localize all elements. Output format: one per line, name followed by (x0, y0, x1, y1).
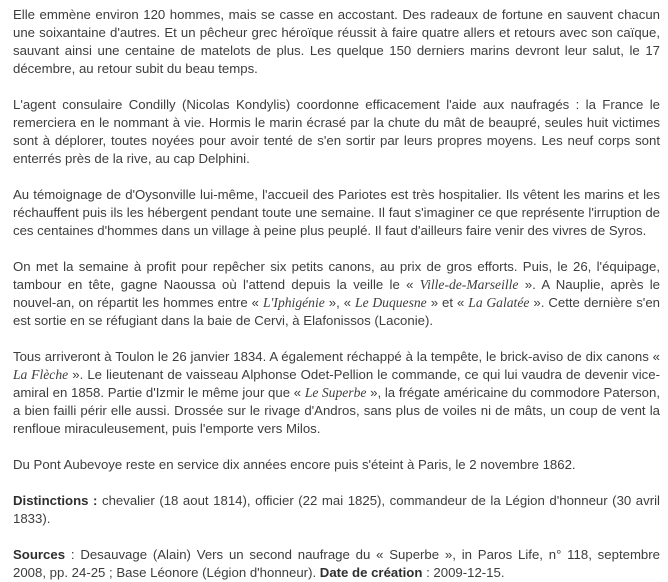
paragraph-text: Au témoignage de d'Oysonville lui-même, l'accueil des Pariotes est très hospitalier. Ils vêtent les marins et les réchauffent puis ils les hébergent pendant toute une semaine. Il faut s'imaginer ce que représente l'irruption de ces centaines d'hommes dans un village à peine plus peuplé. Il faut d'ailleurs faire venir des vivres de Syros. (13, 187, 660, 238)
paragraph-cannons-naoussa (13, 258, 660, 330)
ship-name: La Flèche (13, 367, 69, 382)
paragraph-text: Elle emmène environ 120 hommes, mais se casse en accostant. Des radeaux de fortune en sauvent chacun une soixantaine d'autres. Et un pêcheur grec héroïque réussit à faire quatre allers et retours avec son caïque, sauvant ainsi une centaine de matelots de plus. Les quelque 150 derniers marins devront leur salut, le 17 décembre, au retour subit du beau temps. (13, 7, 660, 76)
ship-name: La Galatée (468, 295, 530, 310)
paragraph-text: : 2009-12-15. (422, 565, 505, 580)
section-label: Sources (13, 547, 66, 562)
paragraph-text: Tous arriveront à Toulon le 26 janvier 1834. A également réchappé à la tempête, le brick-aviso de dix canons « (13, 349, 660, 364)
paragraph-consular-agent (13, 96, 660, 168)
ship-name: L'Iphigénie (262, 295, 325, 310)
paragraph-text: ». Le lieutenant de vaisseau Alphonse Odet-Pellion le commande, ce qui lui vaudra de devenir vice-amiral en 1858. Partie d'Izmir le même jour que « (13, 367, 660, 400)
paragraph-text: : Desauvage (Alain) Vers un second naufrage du « Superbe », in Paros Life, n° 118, septembre 2008, pp. 24-25 ; Base Léonore (Légion d'honneur). (13, 547, 660, 580)
paragraph-text: On met la semaine à profit pour repêcher six petits canons, au prix de gros efforts. Puis, le 26, l'équipage, tambour en tête, gagne Naoussa où l'attend depuis la veille le « (13, 259, 660, 292)
paragraph-text: ». Cette dernière s'en est sortie en se réfugiant dans la baie de Cervi, à Elafonissos (Laconie). (13, 295, 660, 328)
section-label: Distinctions : (13, 493, 98, 508)
paragraph-sources (13, 546, 660, 582)
paragraph-pariotes-hospitality (13, 186, 660, 240)
paragraph-text: Du Pont Aubevoye reste en service dix années encore puis s'éteint à Paris, le 2 novembre 1862. (13, 457, 576, 472)
paragraph-text: ». A Nauplie, après le nouvel-an, on répartit les hommes entre « (13, 277, 660, 310)
paragraph-distinctions (13, 492, 660, 528)
paragraph-shipwreck-rescue (13, 6, 660, 78)
section-label: Date de création (319, 565, 423, 580)
paragraph-toulon-arrival (13, 348, 660, 438)
paragraph-text: », la frégate américaine du commodore Paterson, a bien failli périr elle aussi. Drossée sur le rivage d'Andros, sans plus de voiles ni de mâts, un coup de vent la renfloue miraculeusement, puis l'emporte vers Milos. (13, 385, 660, 436)
paragraph-text: chevalier (18 aout 1814), officier (22 mai 1825), commandeur de la Légion d'honneur (30 avril 1833). (13, 493, 660, 526)
paragraph-text: » et « (426, 295, 469, 310)
ship-name: Ville-de-Marseille (419, 277, 519, 292)
paragraph-text: L'agent consulaire Condilly (Nicolas Kondylis) coordonne efficacement l'aide aux naufragés : la France le remerciera en le nommant à vie. Hormis le marin écrasé par la chute du mât de beaupré, seules huit victimes sont à déplorer, toutes noyées pour avoir tenté de s'en sortir par leurs propres moyens. Les neuf corps sont enterrés près de la rive, au cap Delphini. (13, 97, 660, 166)
ship-name: Le Superbe (304, 385, 367, 400)
paragraph-text: », « (324, 295, 356, 310)
paragraph-death (13, 456, 660, 474)
ship-name: Le Duquesne (355, 295, 427, 310)
